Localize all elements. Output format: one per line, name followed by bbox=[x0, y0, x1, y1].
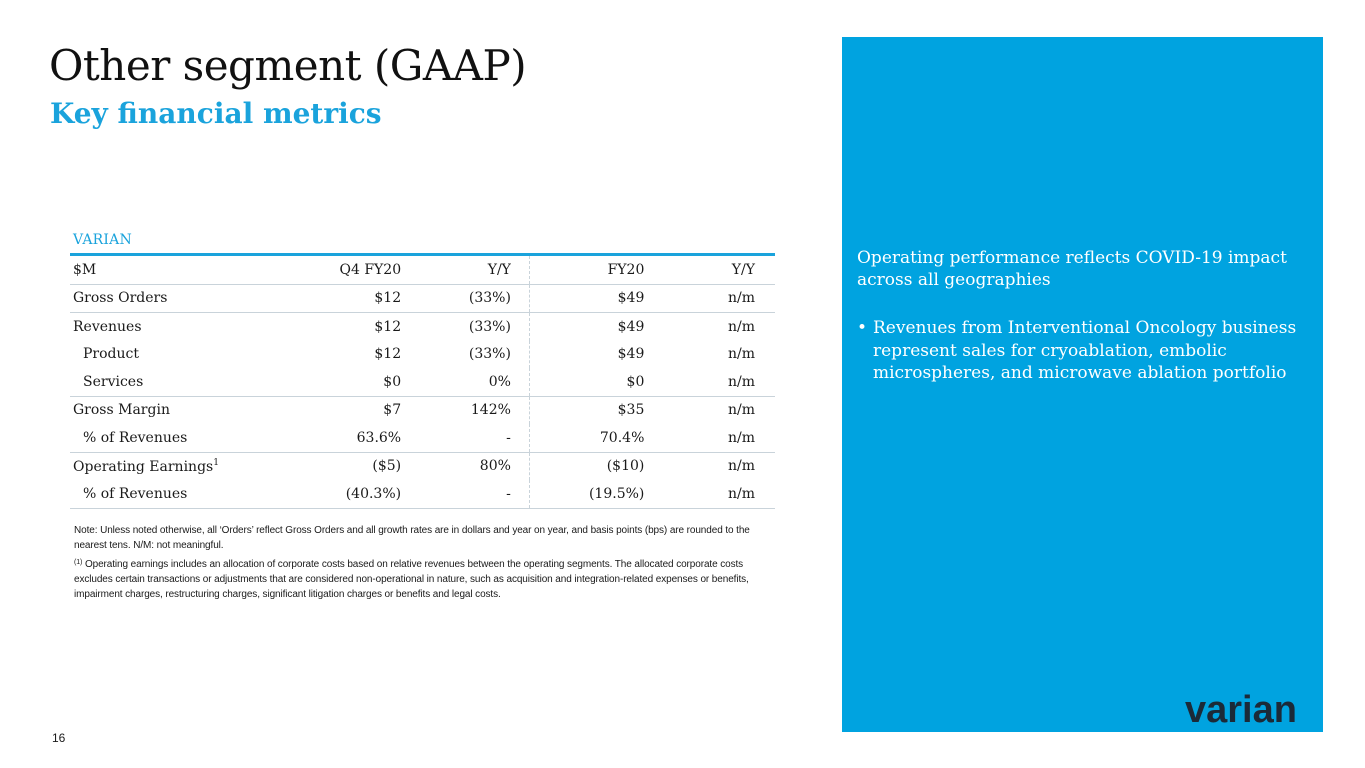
table-company-label: VARIAN bbox=[73, 232, 132, 248]
table-row bbox=[70, 452, 775, 480]
varian-logo: varian bbox=[1185, 689, 1297, 731]
metrics-table bbox=[70, 253, 775, 509]
column-header: Y/Y bbox=[731, 261, 755, 278]
cell: ($10) bbox=[606, 458, 645, 475]
cell: $35 bbox=[617, 402, 645, 419]
cell: $0 bbox=[383, 373, 402, 390]
row-label: Gross Margin bbox=[73, 402, 170, 419]
footnote-1 bbox=[74, 555, 779, 602]
cell: n/m bbox=[727, 429, 755, 446]
table-row bbox=[70, 341, 775, 369]
column-header: Q4 FY20 bbox=[339, 261, 402, 278]
cell: (19.5%) bbox=[588, 485, 645, 502]
highlights-panel bbox=[842, 37, 1323, 732]
cell: 0% bbox=[401, 368, 529, 396]
cell: n/m bbox=[727, 318, 755, 335]
cell: - bbox=[401, 480, 529, 508]
cell: $49 bbox=[617, 290, 645, 307]
cell: n/m bbox=[727, 346, 755, 363]
panel-bullet-text: Revenues from Interventional Oncology business represent sales for cryoablation, embolic microspheres, and microwave ablation portfolio bbox=[873, 318, 1297, 383]
cell: ($5) bbox=[372, 458, 402, 475]
row-label: % of Revenues bbox=[83, 429, 188, 446]
table-row bbox=[70, 368, 775, 396]
row-label: Gross Orders bbox=[73, 290, 168, 307]
cell: (33%) bbox=[401, 313, 529, 341]
cell: n/m bbox=[727, 402, 755, 419]
footnote-1-marker: (1) bbox=[74, 559, 83, 566]
cell: $7 bbox=[383, 402, 402, 419]
cell: (40.3%) bbox=[345, 485, 402, 502]
table-row bbox=[70, 313, 775, 341]
table-row bbox=[70, 396, 775, 424]
cell: - bbox=[401, 424, 529, 452]
cell: n/m bbox=[727, 485, 755, 502]
row-label: % of Revenues bbox=[83, 485, 188, 502]
cell: 70.4% bbox=[599, 429, 645, 446]
table-row bbox=[70, 284, 775, 313]
footnote-general: Note: Unless noted otherwise, all ‘Orders’ reflect Gross Orders and all growth rates are in dollars and year on year, and basis points (bps) are rounded to the nearest tens. N/M: not meaningful. bbox=[74, 525, 750, 551]
footnote-1-text: Operating earnings includes an allocation of corporate costs based on relative revenues between the operating segments. The allocated corporate costs excludes certain transactions or adjustments that are considered non-operational in nature, such as acquisition and integration-related expenses or benefits, impairment charges, restructuring charges, significant litigation charges or benefits and legal costs. bbox=[74, 559, 749, 600]
table-row bbox=[70, 424, 775, 452]
cell: $49 bbox=[617, 318, 645, 335]
table-row bbox=[70, 480, 775, 508]
cell: (33%) bbox=[401, 284, 529, 313]
row-label: Services bbox=[83, 373, 144, 390]
table-header-row bbox=[70, 255, 775, 285]
cell: $12 bbox=[374, 290, 402, 307]
column-header: Y/Y bbox=[401, 255, 529, 285]
page-title: Other segment (GAAP) bbox=[49, 41, 527, 90]
cell: n/m bbox=[727, 458, 755, 475]
cell: n/m bbox=[727, 290, 755, 307]
footnote-marker: 1 bbox=[213, 457, 219, 468]
cell: 142% bbox=[401, 396, 529, 424]
cell: 80% bbox=[401, 452, 529, 480]
cell: $12 bbox=[374, 318, 402, 335]
page-subtitle: Key financial metrics bbox=[50, 97, 382, 130]
panel-heading: Operating performance reflects COVID-19 impact across all geographies bbox=[857, 248, 1287, 290]
row-label: Revenues bbox=[73, 318, 142, 335]
page-number: 16 bbox=[52, 731, 66, 745]
cell: n/m bbox=[727, 373, 755, 390]
row-label bbox=[70, 452, 297, 480]
bullet-icon: • bbox=[857, 318, 868, 338]
footnotes bbox=[74, 523, 779, 604]
cell: $0 bbox=[626, 373, 645, 390]
column-header: FY20 bbox=[607, 261, 645, 278]
cell: $12 bbox=[374, 346, 402, 363]
row-label: Product bbox=[83, 346, 139, 363]
row-label-text: Operating Earnings bbox=[73, 458, 214, 475]
column-header: $M bbox=[73, 261, 97, 278]
cell: $49 bbox=[617, 346, 645, 363]
cell: (33%) bbox=[401, 341, 529, 369]
cell: 63.6% bbox=[356, 429, 402, 446]
financial-metrics-table bbox=[70, 253, 775, 509]
panel-bullet-item bbox=[857, 317, 1307, 385]
